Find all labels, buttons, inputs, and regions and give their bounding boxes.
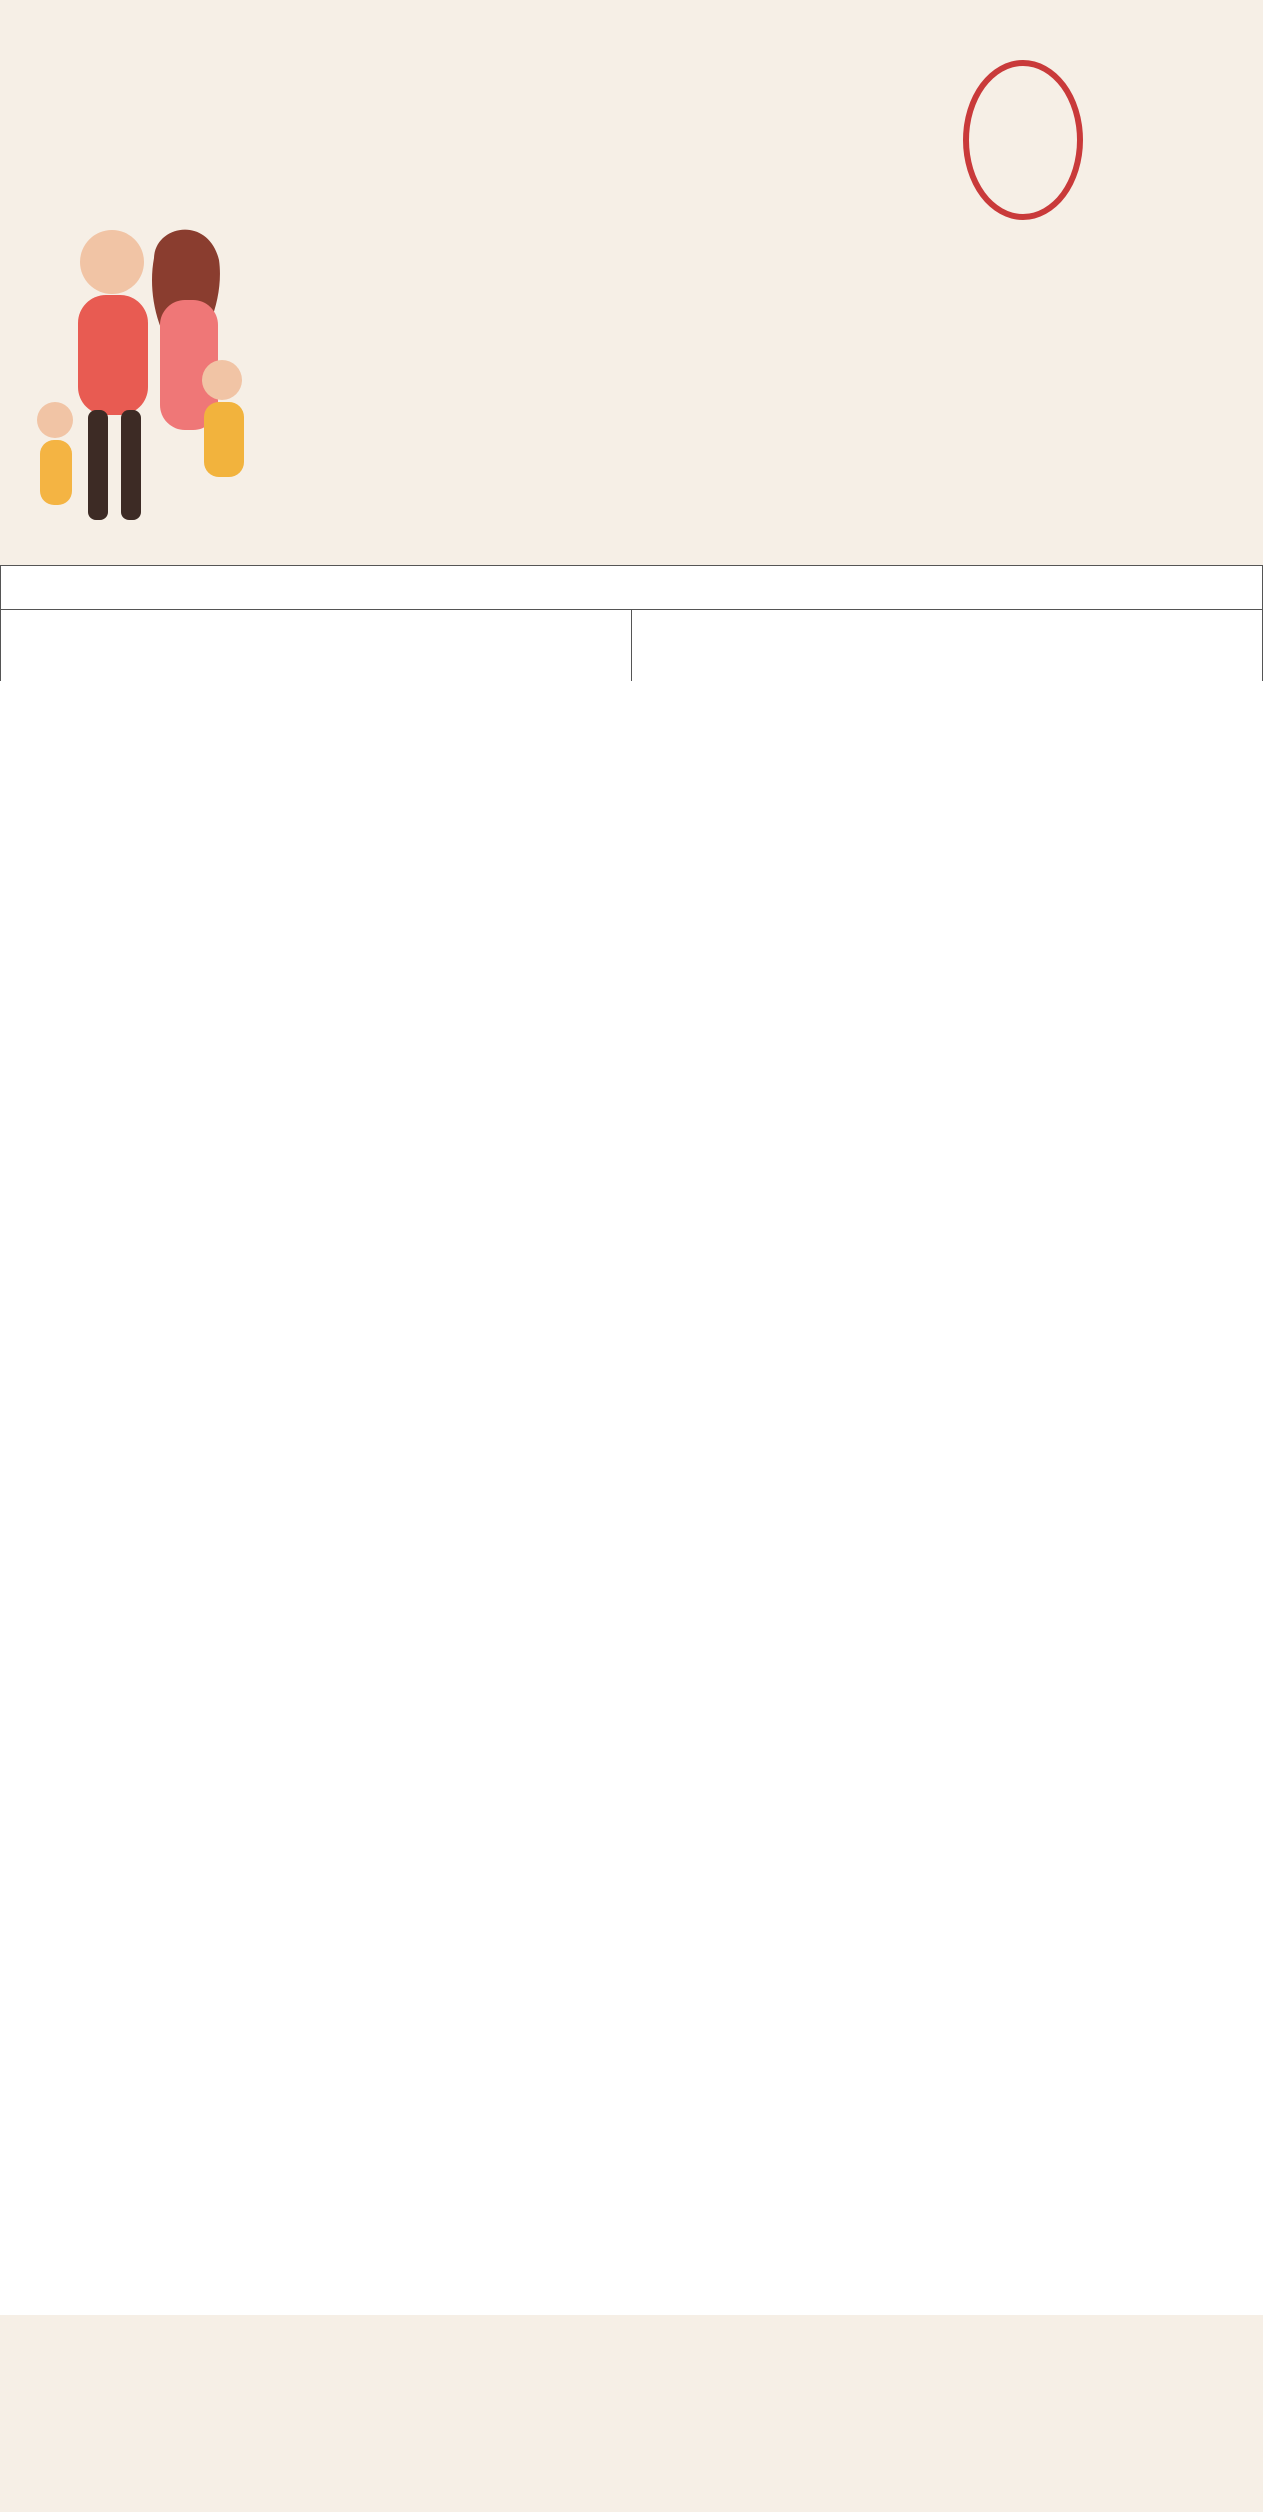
page-bottom-space xyxy=(0,2315,1263,2512)
comparison-summary xyxy=(632,610,1263,681)
current-summary xyxy=(1,610,632,681)
report-title xyxy=(0,565,1263,609)
family-illustration-icon xyxy=(20,190,270,540)
report-summary xyxy=(0,609,1263,681)
public-welfare-stamp-icon xyxy=(963,60,1083,220)
banner xyxy=(0,0,1263,560)
activity-report xyxy=(0,565,1263,2315)
